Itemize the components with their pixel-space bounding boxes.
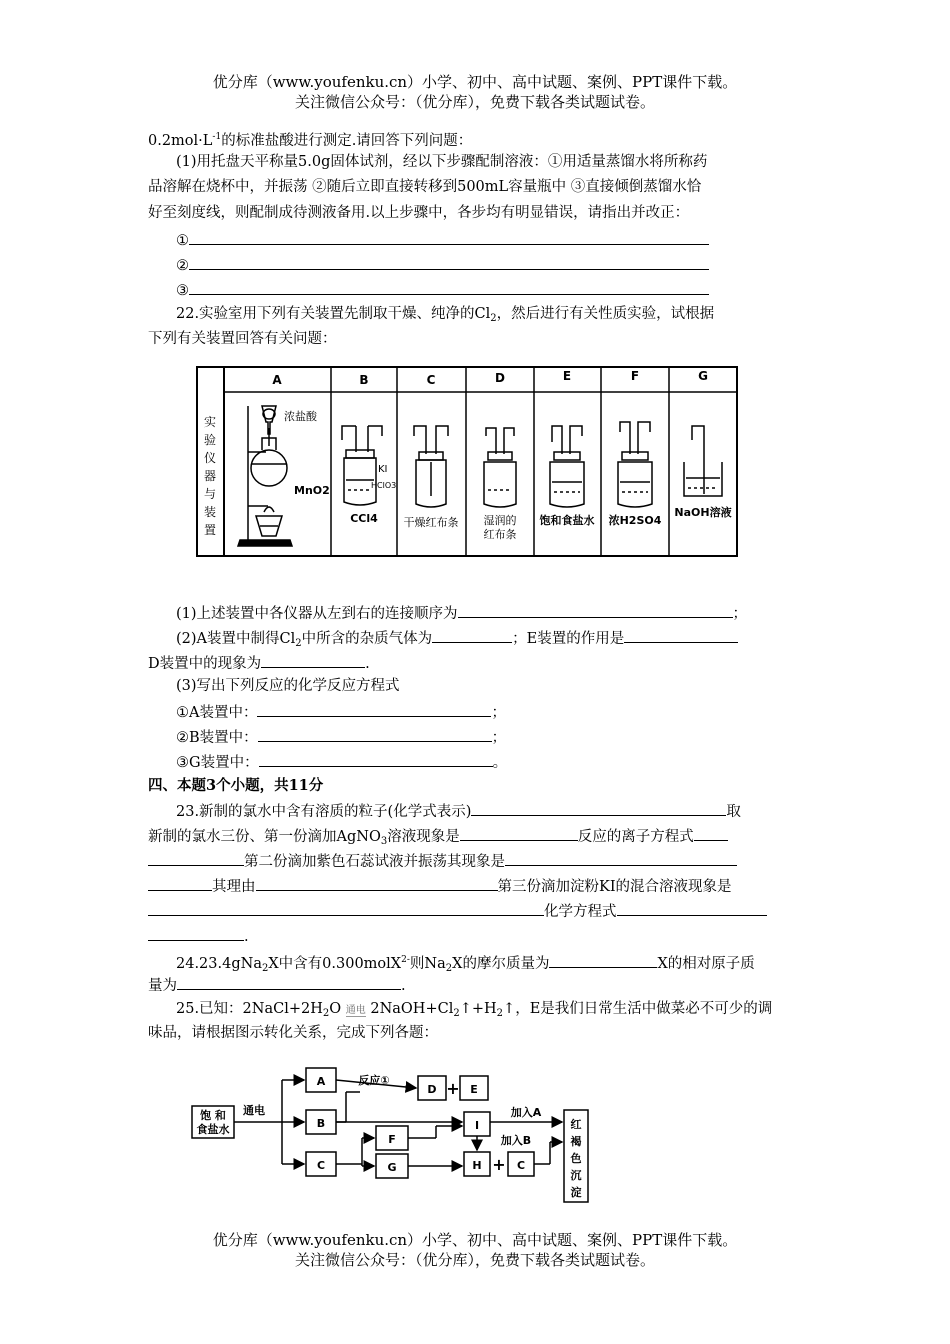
q23-l1: 23.新制的氯水中含有溶质的粒子(化学式表示) 取 [176,800,741,822]
label-wet-1: 湿润的 [483,514,517,527]
q22-eq-b: ②B装置中： ； [176,726,506,748]
label-hclo3: HClO3 [371,481,397,490]
q23-l5: 化学方程式 [148,900,767,922]
answer-line[interactable] [189,229,709,245]
col-E: E [562,369,572,383]
label-naoh: NaOH溶液 [674,506,732,519]
q25-l2: 味品，请根据图示转化关系，完成下列各题： [148,1025,438,1041]
header-line-1: 优分库（www.youfenku.cn）小学、初中、高中试题、案例、PPT课件下载。 [212,73,738,91]
col-D: D [495,371,505,385]
answer-line[interactable] [177,974,401,990]
answer-line[interactable] [694,825,728,841]
q23-l2: 新制的氯水三份、第一份滴加AgNO$_3$溶液现象是 反应的离子方程式 [148,825,728,852]
apparatus-a-icon [238,406,292,546]
label-a: A [316,1075,326,1088]
label-ki: KI [378,464,388,475]
q25-l1: 25.已知：$2NaCl+2H_2O$ 通电 $2NaOH+Cl_2↑+H_2↑$，E是我们日常生活中做菜必不可少的调 [176,1001,773,1019]
answer-line[interactable] [148,925,244,941]
label-conc-h2so4: 浓H2SO4 [608,514,662,527]
q21-p1: (1)用托盘天平称量5.0g固体试剂，经以下步骤配制溶液：①用适量蒸馏水将所称药 [176,154,708,170]
svg-text:实: 实 [203,415,217,429]
answer-line[interactable] [256,875,498,891]
answer-line[interactable] [148,850,244,866]
q23-l6: . [148,925,249,947]
answer-line[interactable] [432,627,512,643]
answer-line[interactable] [189,279,709,295]
apparatus-g-icon [684,426,722,496]
result-char: 淀 [570,1186,582,1199]
section-title: 四、本题3个小题，共11分 [148,777,324,794]
answer-line[interactable] [458,602,733,618]
q22-eq-a: ①A装置中： ； [176,701,506,723]
label-brine-2: 食盐水 [196,1123,230,1136]
answer-line[interactable] [261,652,365,668]
label-ccl4: CCl4 [350,512,378,525]
svg-text:装: 装 [203,505,217,519]
apparatus-e-icon [550,426,584,507]
col-B: B [359,373,369,387]
answer-line[interactable] [505,850,737,866]
q22-eq-g: ③G装置中： 。 [176,751,507,773]
col-F: F [630,369,640,383]
label-plus-2: + [492,1155,506,1174]
answer-line[interactable] [189,254,709,270]
q21-p2: 品溶解在烧杯中，并振荡 ②随后立即直接转移到500mL容量瓶中 ③直接倾倒蒸馏水恰 [148,179,702,195]
answer-line[interactable] [549,952,657,968]
result-char: 褐 [570,1135,582,1148]
label-d: D [427,1083,437,1096]
conversion-flowchart [186,1062,626,1212]
apparatus-b-icon [342,426,382,505]
answer-line[interactable] [148,875,212,891]
q24-l2: 量为 . [148,974,406,996]
q22-s2: (2)A装置中制得$Cl_2$中所含的杂质气体为 ；E装置的作用是 [176,627,738,654]
svg-text:验: 验 [203,433,217,447]
label-c: C [316,1159,326,1172]
apparatus-d-icon [484,428,516,507]
q23-l3: 第二份滴加紫色石蕊试液并振荡其现象是 [148,850,737,872]
label-h: H [472,1159,482,1172]
result-char: 沉 [570,1169,582,1182]
svg-text:与: 与 [203,487,217,501]
col-C: C [426,373,436,387]
answer-line[interactable] [617,900,767,916]
apparatus-f-icon [618,422,652,507]
result-char: 红 [570,1118,582,1131]
svg-text:器: 器 [203,469,217,483]
label-dry-cloth: 干燥红布条 [403,516,459,529]
label-add-a: 加入A [510,1106,542,1119]
footer-line-1: 优分库（www.youfenku.cn）小学、初中、高中试题、案例、PPT课件下载。 [212,1231,738,1249]
q21-blank-2: ② [176,254,709,276]
row-label [204,415,216,537]
label-electrolysis: 通电 [243,1104,265,1117]
svg-text:置: 置 [203,523,217,537]
label-wet-2: 红布条 [483,528,517,541]
q24-l1: 24.23.4gNa$_2$X中含有0.300molX$^{2-}$则$Na_2X$的摩尔质量为 X的相对原子质 [176,950,755,979]
label-f: F [388,1133,396,1146]
answer-line[interactable] [460,825,578,841]
q21-p3: 好至刻度线，则配制成待测液备用.以上步骤中，各步均有明显错误，请指出并改正： [148,205,690,221]
col-A: A [272,373,282,387]
q22-s2-d: D装置中的现象为 . [148,652,370,674]
label-i: I [474,1119,480,1132]
apparatus-table [196,366,738,558]
label-reaction: 反应① [358,1074,390,1087]
label-b: B [316,1117,326,1130]
q21-intro: $0.2mol\cdot L^{-1}$的标准盐酸进行测定.请回答下列问题： [148,132,473,149]
label-e: E [470,1083,478,1096]
answer-line[interactable] [471,800,726,816]
q22-s3: (3)写出下列反应的化学反应方程式 [176,678,400,694]
answer-line[interactable] [148,900,544,916]
label-sat-brine: 饱和食盐水 [539,514,595,527]
q23-l4: 其理由 第三份滴加淀粉KI的混合溶液现象是 [148,875,732,897]
answer-line[interactable] [258,726,492,742]
apparatus-c-icon [414,426,448,507]
label-mno2: MnO2 [294,484,330,497]
label-c2: C [516,1159,526,1172]
q21-blank-1: ① [176,229,709,251]
svg-text:仪: 仪 [203,451,217,465]
header-line-2: 关注微信公众号：（优分库），免费下载各类试题试卷。 [294,93,655,111]
answer-line[interactable] [259,751,493,767]
label-add-b: 加入B [500,1134,532,1147]
answer-line[interactable] [257,701,491,717]
q22-p2: 下列有关装置回答有关问题： [148,331,337,347]
answer-line[interactable] [624,627,738,643]
label-g: G [387,1161,397,1174]
label-plus-1: + [446,1079,460,1098]
result-char: 色 [570,1152,582,1165]
q21-blank-3: ③ [176,279,709,301]
col-G: G [698,369,708,383]
label-conc-hcl: 浓盐酸 [284,410,317,423]
label-brine-1: 饱 和 [200,1109,226,1122]
q22-s1: (1)上述装置中各仪器从左到右的连接顺序为 ； [176,602,747,624]
q22-p1: 22.实验室用下列有关装置先制取干燥、纯净的$Cl_2$，然后进行有关性质实验，试根据 [176,306,715,324]
footer-line-2: 关注微信公众号：（优分库），免费下载各类试题试卷。 [294,1251,655,1269]
